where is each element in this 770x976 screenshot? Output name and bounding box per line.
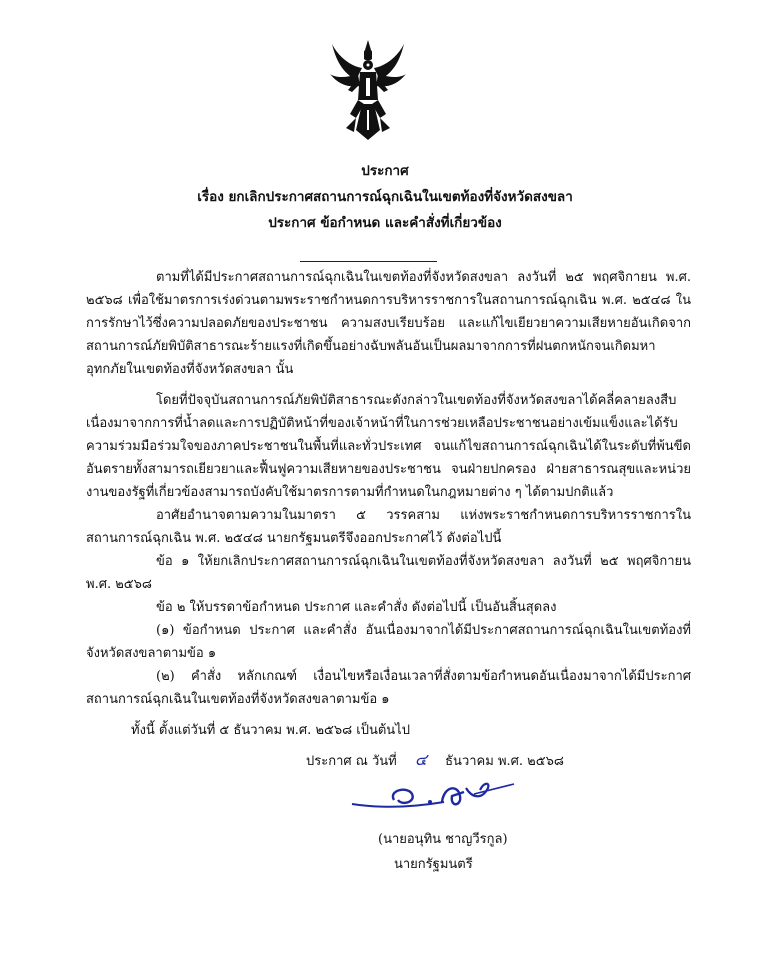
announced-day: ๔ xyxy=(414,750,427,769)
clause-2: ข้อ ๒ ให้บรรดาข้อกำหนด ประกาศ และคำสั่ง ดังต่อไปนี้ เป็นอันสิ้นสุดลง xyxy=(156,600,557,615)
garuda-emblem-icon xyxy=(328,38,408,142)
paragraph-current-situation: โดยที่ปัจจุบันสถานการณ์ภัยพิบัติสาธารณะดังกล่าวในเขตท้องที่จังหวัดสงขลาได้คลี่คลายลงสืบเนื่องมาจากการที่น้ำลดและการปฏิบัติหน้าที่ของเจ้าหน้าที่ในการช่วยเหลือประชาชนอย่างเข้มแข็งและได้รับความร่วมมือร่วมใจของภาคประชาชนในพื้นที่และทั่วประเทศ จนแก้ไขสถานการณ์ฉุกเฉินได้ในระดับที่พ้นขีดอันตรายทั้งสามารถเยียวยาและฟื้นฟูความเสียหายของประชาชน จนฝ่ายปกครอง ฝ่ายสาธารณสุขและหน่วยงานของรัฐที่เกี่ยวข้องสามารถบังคับใช้มาตรการตามที่กำหนดในกฎหมายต่าง ๆ ได้ตามปกติแล้ว xyxy=(86,393,691,500)
title-divider xyxy=(300,261,437,262)
signer-position: นายกรัฐมนตรี xyxy=(394,857,473,872)
subject-line: เรื่อง ยกเลิกประกาศสถานการณ์ฉุกเฉินในเขตท้องที่จังหวัดสงขลา xyxy=(197,189,573,205)
subject-line-continued: ประกาศ ข้อกำหนด และคำสั่งที่เกี่ยวข้อง xyxy=(268,215,502,231)
clause-2-item-2: (๒) คำสั่ง หลักเกณฑ์ เงื่อนไขหรือเงื่อนเวลาที่สั่งตามข้อกำหนดอันเนื่องมาจากได้มีประกาศสถานการณ์ฉุกเฉินในเขตท้องที่จังหวัดสงขลาตามข้อ ๑ xyxy=(86,669,691,707)
effective-date: ทั้งนี้ ตั้งแต่วันที่ ๕ ธันวาคม พ.ศ. ๒๕๖๘ เป็นต้นไป xyxy=(131,723,410,738)
paragraph-background: ตามที่ได้มีประกาศสถานการณ์ฉุกเฉินในเขตท้องที่จังหวัดสงขลา ลงวันที่ ๒๕ พฤศจิกายน พ.ศ. ๒๕๖๘ เพื่อใช้มาตรการเร่งด่วนตามพระราชกำหนดการบริหารราชการในสถานการณ์ฉุกเฉิน พ.ศ. ๒๕๔๘ ในการรักษาไว้ซึ่งความปลอดภัยของประชาชน ความสงบเรียบร้อย และแก้ไขเยียวยาความเสียหายอันเกิดจากสถานการณ์ภัยพิบัติสาธารณะร้ายแรงที่เกิดขึ้นอย่างฉับพลันอันเป็นผลมาจากการที่ฝนตกหนักจนเกิดมหาอุทกภัยในเขตท้องที่จังหวัดสงขลา นั้น xyxy=(86,270,691,377)
document-body xyxy=(86,266,691,742)
announced-suffix: ธันวาคม พ.ศ. ๒๕๖๘ xyxy=(445,754,564,769)
announced-prefix: ประกาศ ณ วันที่ xyxy=(306,754,397,769)
document-title: ประกาศ xyxy=(361,163,409,179)
signer-name: (นายอนุทิน ชาญวีรกูล) xyxy=(378,832,508,847)
paragraph-legal-authority: อาศัยอำนาจตามความในมาตรา ๕ วรรคสาม แห่งพระราชกำหนดการบริหารราชการในสถานการณ์ฉุกเฉิน พ.ศ. ๒๕๔๘ นายกรัฐมนตรีจึงออกประกาศไว้ ดังต่อไปนี้ xyxy=(86,508,691,546)
clause-2-item-1: (๑) ข้อกำหนด ประกาศ และคำสั่ง อันเนื่องมาจากได้มีประกาศสถานการณ์ฉุกเฉินในเขตท้องที่จังหวัดสงขลาตามข้อ ๑ xyxy=(86,623,691,661)
handwritten-signature-icon xyxy=(348,778,518,818)
clause-1: ข้อ ๑ ให้ยกเลิกประกาศสถานการณ์ฉุกเฉินในเขตท้องที่จังหวัดสงขลา ลงวันที่ ๒๕ พฤศจิกายน พ.ศ. ๒๕๖๘ xyxy=(86,554,691,592)
